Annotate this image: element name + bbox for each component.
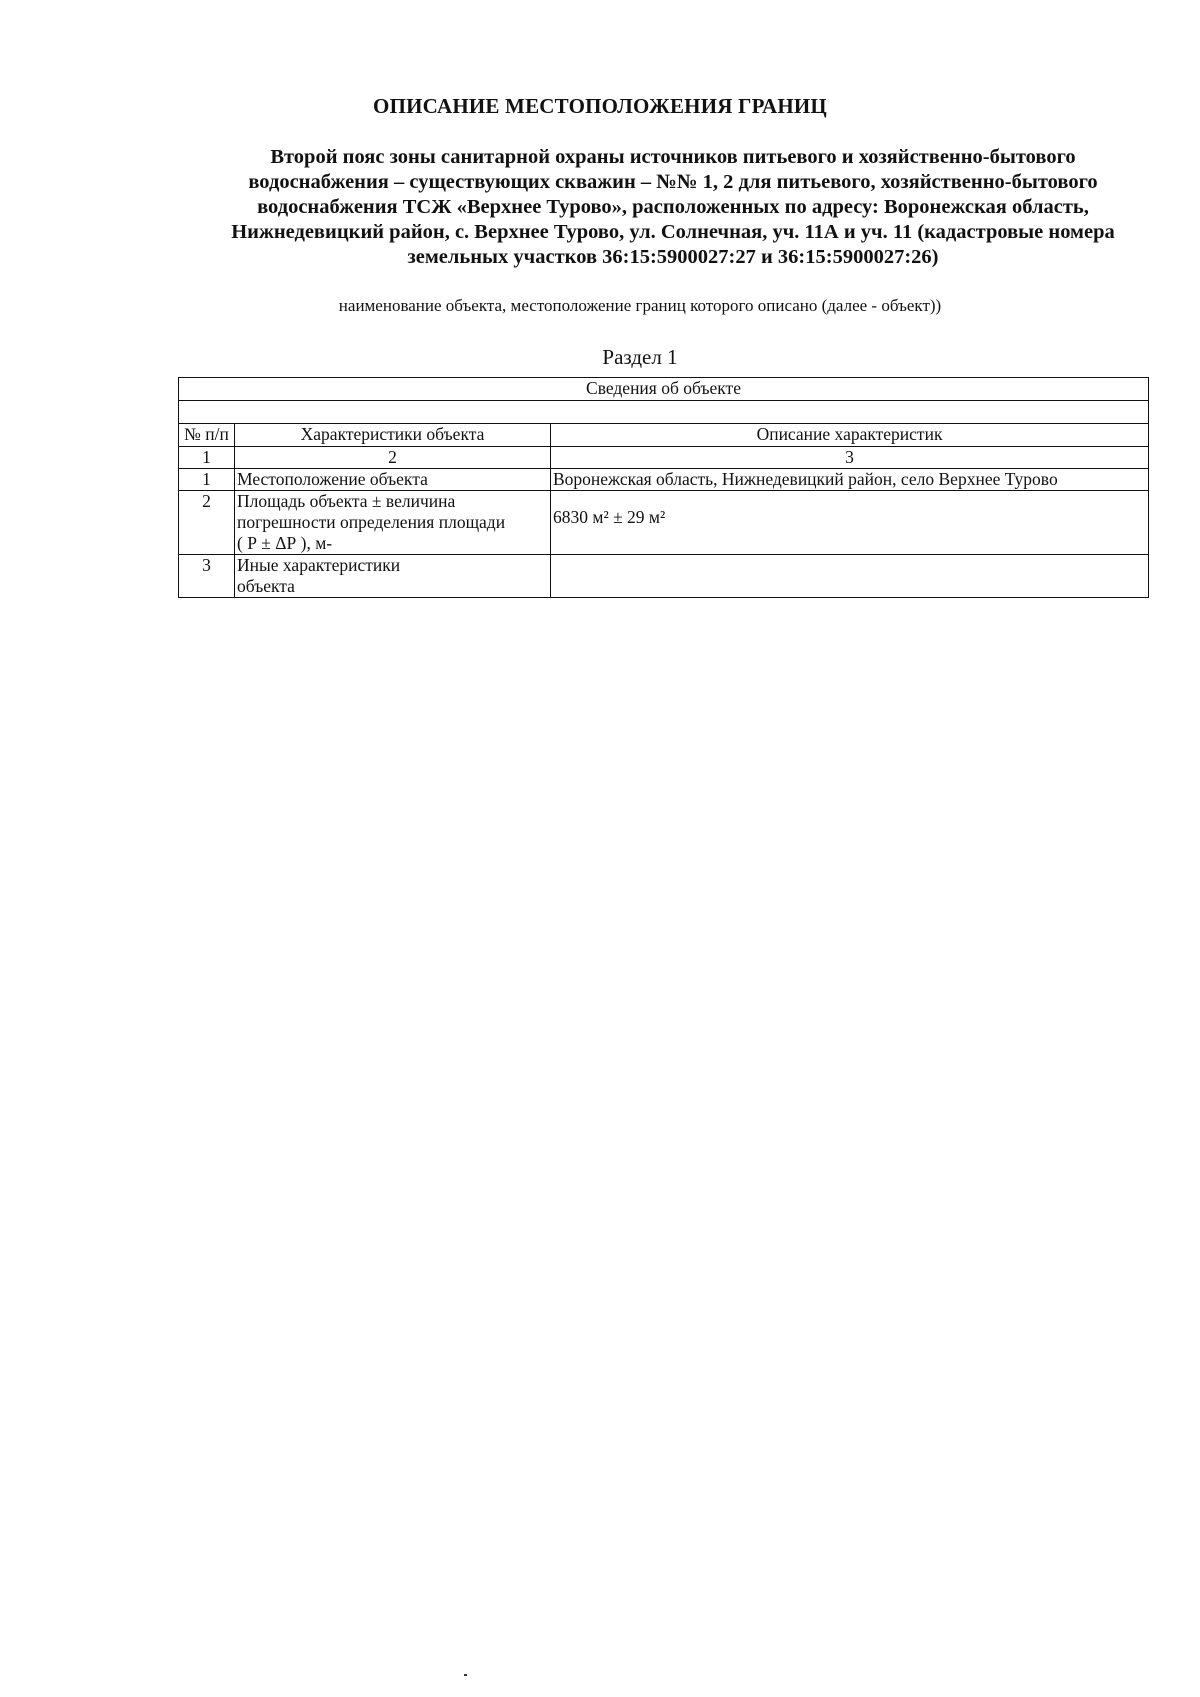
table-spacer-row: [179, 401, 1149, 424]
row-num: 3: [179, 555, 235, 598]
object-caption: наименование объекта, местоположение границ которого описано (далее - объект)): [338, 296, 942, 315]
table-title-row: [179, 378, 1149, 401]
column-number: 1: [179, 447, 235, 469]
scan-speck: [464, 1674, 467, 1676]
table-row: [179, 555, 1149, 598]
characteristic-line: Иные характеристики: [237, 555, 401, 575]
object-name-line: Второй пояс зоны санитарной охраны источников питьевого и хозяйственно-бытового: [270, 146, 1076, 168]
object-name: [178, 145, 1168, 270]
header-description: Описание характеристик: [551, 424, 1149, 447]
table-spacer-cell: [179, 401, 1149, 424]
row-description: Воронежская область, Нижнедевицкий район, село Верхнее Турово: [551, 469, 1149, 491]
section-title: Раздел 1: [602, 345, 678, 369]
row-description: [551, 555, 1149, 598]
header-num: № п/п: [179, 424, 235, 447]
object-name-line: водоснабжения – существующих скважин – №№ 1, 2 для питьевого, хозяйственно-бытового: [248, 171, 1098, 193]
object-info-table: [178, 377, 1149, 598]
characteristic-line: ( Р ± ΔР ), м-: [237, 533, 333, 553]
column-number: 2: [235, 447, 551, 469]
table-title: Сведения об объекте: [179, 378, 1149, 401]
object-name-line: водоснабжения ТСЖ «Верхнее Турово», расположенных по адресу: Воронежская область,: [257, 196, 1089, 218]
characteristic-line: Местоположение объекта: [237, 469, 428, 489]
row-description: 6830 м² ± 29 м²: [551, 491, 1149, 555]
column-number: 3: [551, 447, 1149, 469]
object-name-line: Нижнедевицкий район, с. Верхнее Турово, ул. Солнечная, уч. 11А и уч. 11 (кадастровые номера: [231, 221, 1115, 243]
characteristic-line: погрешности определения площади: [237, 512, 506, 532]
characteristic-line: Площадь объекта ± величина: [237, 491, 456, 511]
row-num: 1: [179, 469, 235, 491]
row-characteristic: [235, 491, 551, 555]
row-characteristic: [235, 555, 551, 598]
table-row: [179, 491, 1149, 555]
header-characteristic: Характеристики объекта: [235, 424, 551, 447]
object-name-line: земельных участков 36:15:5900027:27 и 36:15:5900027:26): [407, 246, 939, 268]
document-title: ОПИСАНИЕ МЕСТОПОЛОЖЕНИЯ ГРАНИЦ: [373, 94, 827, 118]
column-numbers-row: [179, 447, 1149, 469]
table-row: [179, 469, 1149, 491]
characteristic-line: объекта: [237, 576, 295, 596]
row-characteristic: [235, 469, 551, 491]
row-num: 2: [179, 491, 235, 555]
table-header-row: [179, 424, 1149, 447]
